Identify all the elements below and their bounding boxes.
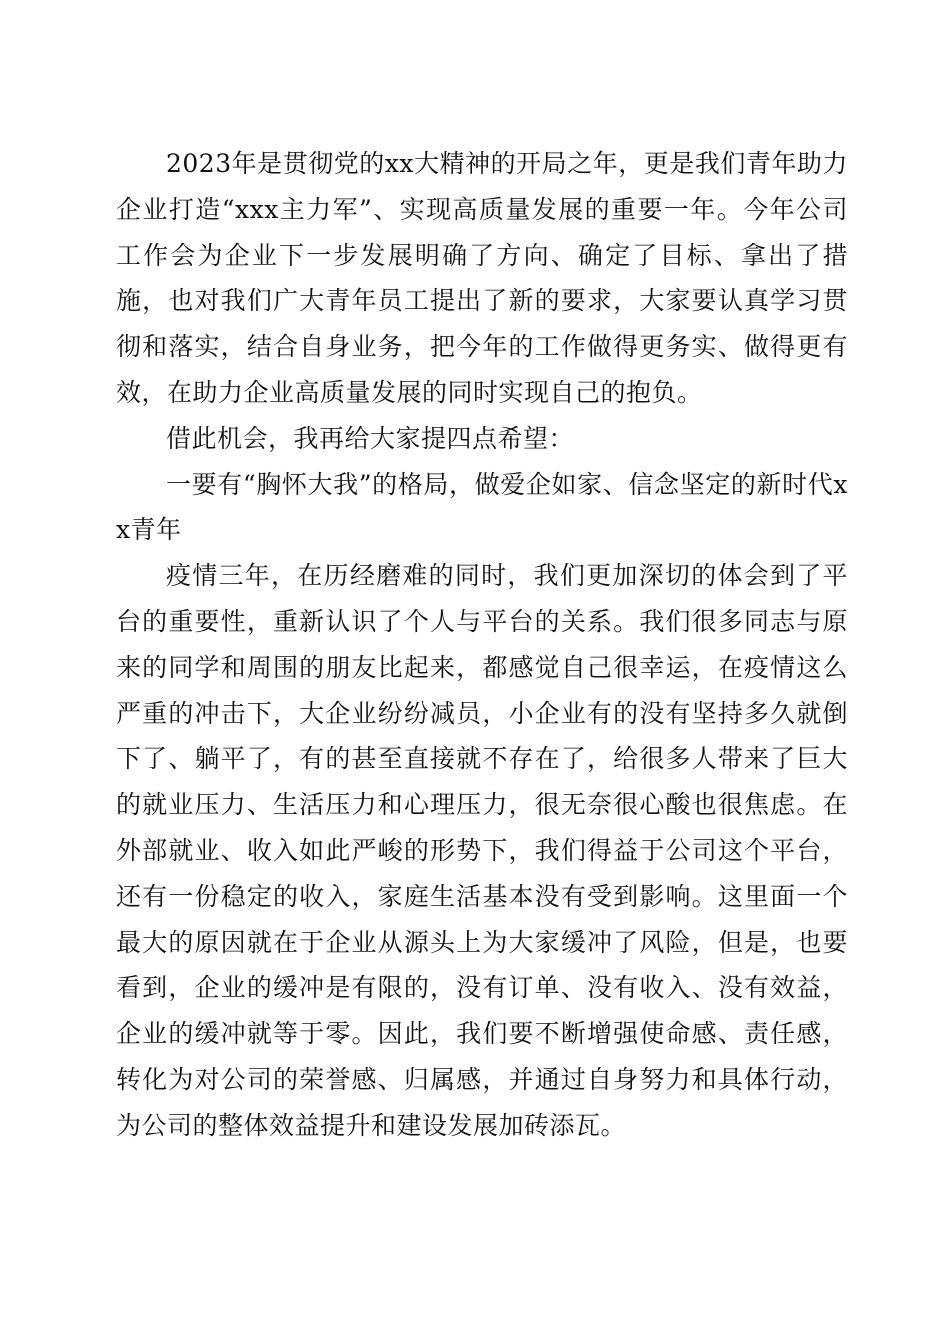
paragraph-transition: 借此机会，我再给大家提四点希望： (166, 423, 575, 453)
paragraph-opening: 2023年是贯彻党的xx大精神的开局之年，更是我们青年助力企业打造“xxx主力军”、实现高质量发展的重要一年。今年公司工作会为企业下一步发展明确了方向、确定了目标、拿出了措施，也对我们广大青年员工提出了新的要求，大家要认真学习贯彻和落实，结合自身业务，把今年的工作做得更务实、做得更有效，在助力企业高质量发展的同时实现自己的抱负。 (116, 149, 848, 407)
paragraph-point-one-body: 疫情三年，在历经磨难的同时，我们更加深切的体会到了平台的重要性，重新认识了个人与平台的关系。我们很多同志与原来的同学和周围的朋友比起来，都感觉自己很幸运，在疫情这么严重的冲击下，大企业纷纷减员，小企业有的没有坚持多久就倒下了、躺平了，有的甚至直接就不存在了，给很多人带来了巨大的就业压力、生活压力和心理压力，很无奈很心酸也很焦虑。在外部就业、收入如此严峻的形势下，我们得益于公司这个平台，还有一份稳定的收入，家庭生活基本没有受到影响。这里面一个最大的原因就在于企业从源头上为大家缓冲了风险，但是，也要看到，企业的缓冲是有限的，没有订单、没有收入、没有效益，企业的缓冲就等于零。因此，我们要不断增强使命感、责任感，转化为对公司的荣誉感、归属感，并通过自身努力和具体行动，为公司的整体效益提升和建设发展加砖添瓦。 (116, 561, 848, 1140)
document-body (116, 141, 848, 1149)
paragraph-point-one-heading: 一要有“胸怀大我”的格局，做爱企如家、信念坚定的新时代xx青年 (116, 469, 848, 545)
